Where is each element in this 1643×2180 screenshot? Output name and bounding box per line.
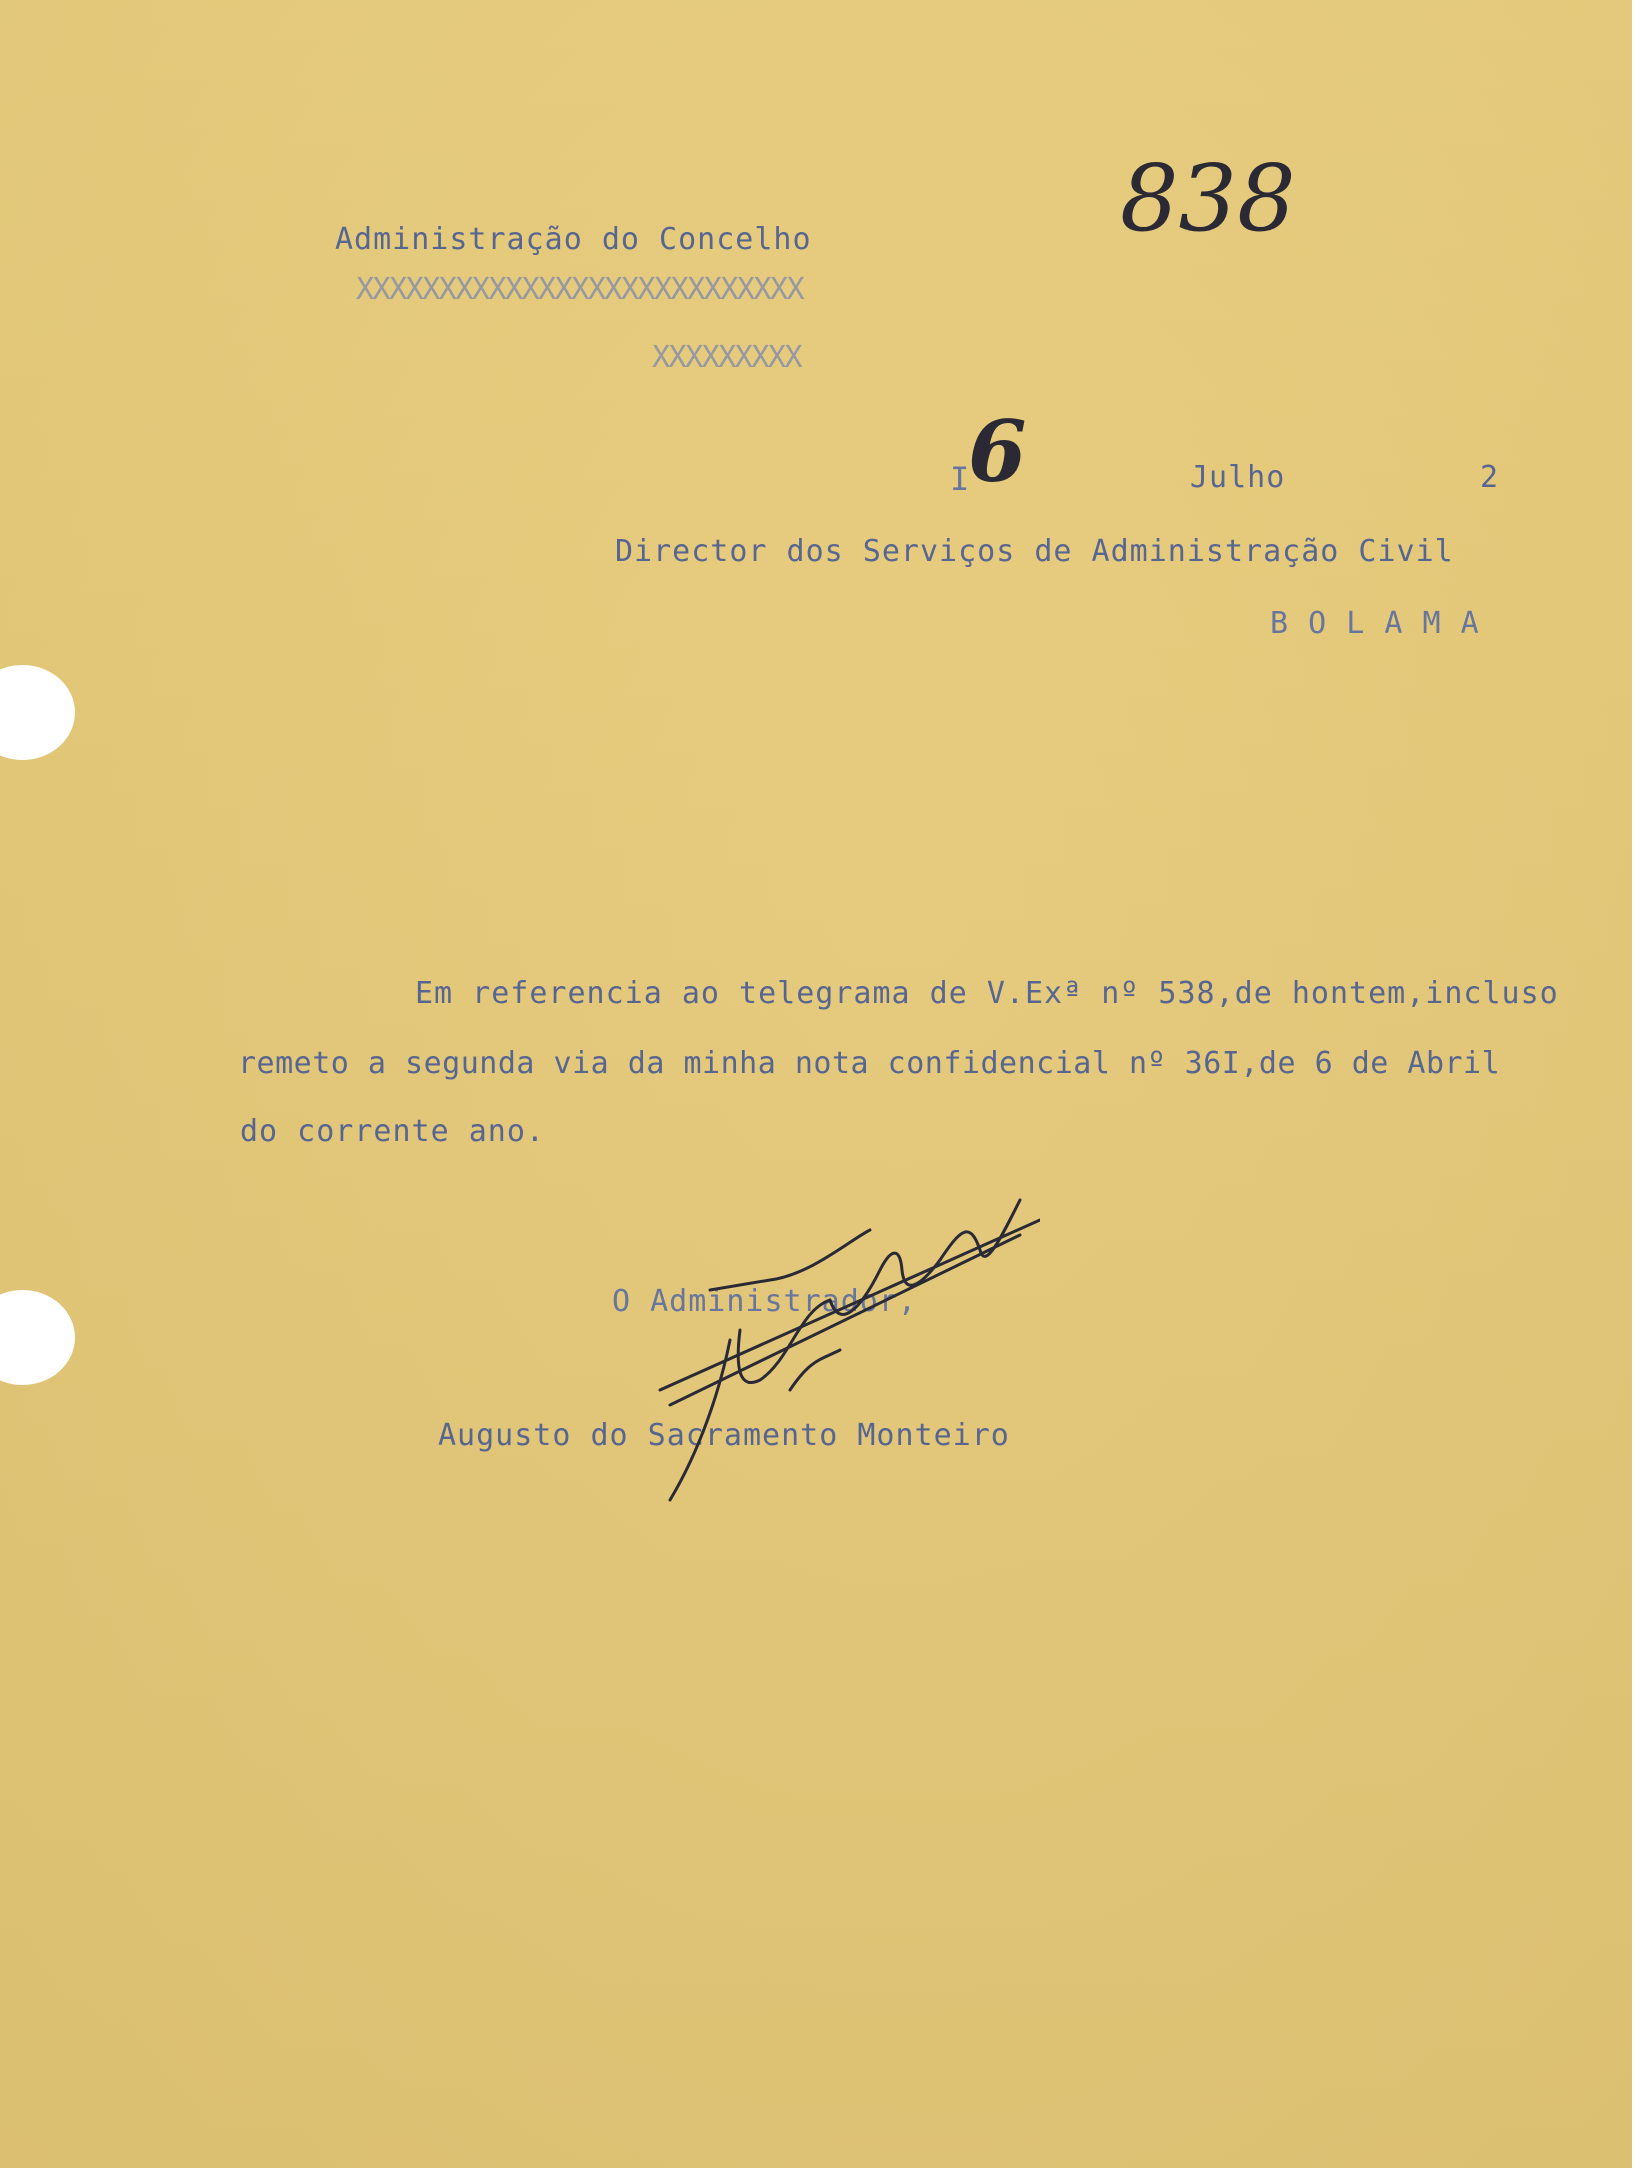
recipient-title: Director dos Serviços de Administração Civil (615, 534, 1454, 569)
punch-hole-top (0, 665, 75, 760)
date-year-fragment: 2 (1480, 460, 1500, 495)
handwritten-signature (640, 1160, 1040, 1510)
punch-hole-bottom (0, 1290, 75, 1385)
date-day-typed: I (950, 460, 971, 498)
closing-role: O Administrador, (612, 1284, 917, 1319)
body-line-2: remeto a segunda via da minha nota confidencial nº 36I,de 6 de Abril (238, 1046, 1501, 1081)
office-heading: Administração do Concelho (335, 222, 812, 257)
body-line-3: do corrente ano. (240, 1114, 545, 1149)
struck-header-line-2: XXXXXXXXX (652, 340, 802, 375)
recipient-place: B O L A M A (1270, 606, 1480, 641)
date-day-handwritten: 6 (968, 402, 1027, 501)
signatory-name: Augusto do Sacramento Monteiro (438, 1418, 1010, 1453)
folio-number: 838 (1120, 145, 1296, 252)
date-month: Julho (1190, 460, 1286, 495)
body-line-1: Em referencia ao telegrama de V.Exª nº 538,de hontem,incluso (415, 976, 1559, 1011)
struck-header-line-1: XXXXXXXXXXXXXXXXXXXXXXXXXXX (356, 272, 804, 307)
